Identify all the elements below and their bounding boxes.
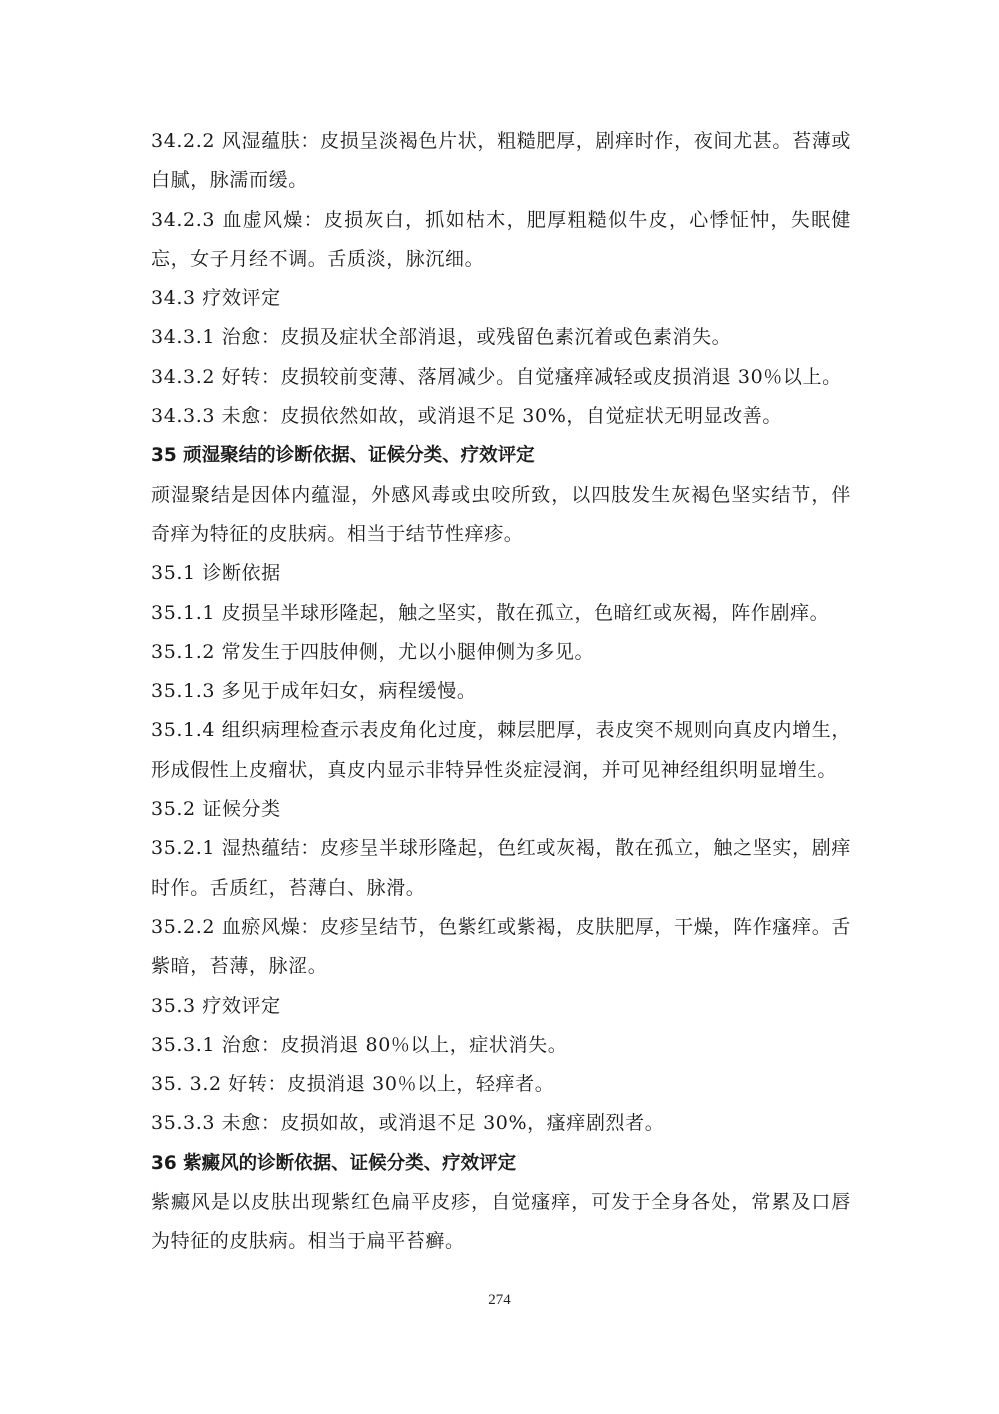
section-heading: 35 顽湿聚结的诊断依据、证候分类、疗效评定	[151, 445, 535, 467]
text-line: 34.3.3 未愈：皮损依然如故，或消退不足 30%，自觉症状无明显改善。	[151, 405, 782, 428]
text-line: 35.3.1 治愈：皮损消退 80％以上，症状消失。	[151, 1033, 568, 1056]
section-heading: 36 紫癜风的诊断依据、证候分类、疗效评定	[151, 1152, 517, 1174]
page-number: 274	[488, 1292, 511, 1308]
text-line: 34.3.2 好转：皮损较前变薄、落屑减少。自觉瘙痒减轻或皮损消退 30％以上。	[151, 365, 842, 388]
body-paragraph: 35.2.1 湿热蕴结：皮疹呈半球形隆起，色红或灰褐，散在孤立，触之坚实，剧痒时作。舌质红，苔薄白、脉滑。	[151, 837, 851, 899]
text-line: 34.3.1 治愈：皮损及症状全部消退，或残留色素沉着或色素消失。	[151, 326, 732, 349]
text-line: 35.3.3 未愈：皮损如故，或消退不足 30%，瘙痒剧烈者。	[151, 1112, 665, 1135]
page-body	[151, 122, 851, 1262]
body-paragraph: 34.2.3 血虚风燥：皮损灰白，抓如枯木，肥厚粗糙似牛皮，心悸怔忡，失眠健忘，女子月经不调。舌质淡，脉沉细。	[151, 208, 851, 270]
text-line: 35.1.2 常发生于四肢伸侧，尤以小腿伸侧为多见。	[151, 640, 595, 663]
text-line: 35.2 证候分类	[151, 798, 281, 821]
text-line: 35.3 疗效评定	[151, 994, 281, 1017]
text-line: 35.1 诊断依据	[151, 562, 281, 585]
text-line: 34.3 疗效评定	[151, 287, 281, 310]
body-paragraph: 35.1.4 组织病理检查示表皮角化过度，棘层肥厚，表皮突不规则向真皮内增生，形成假性上皮瘤状，真皮内显示非特异性炎症浸润，并可见神经组织明显增生。	[151, 719, 851, 781]
text-line: 35.1.3 多见于成年妇女，病程缓慢。	[151, 680, 477, 703]
text-line: 35.1.1 皮损呈半球形隆起，触之坚实，散在孤立，色暗红或灰褐，阵作剧痒。	[151, 601, 830, 624]
body-paragraph: 顽湿聚结是因体内蕴湿，外感风毒或虫咬所致，以四肢发生灰褐色坚实结节，伴奇痒为特征的皮肤病。相当于结节性痒疹。	[151, 483, 851, 545]
body-paragraph: 34.2.2 风湿蕴肤：皮损呈淡褐色片状，粗糙肥厚，剧痒时作，夜间尤甚。苔薄或白腻，脉濡而缓。	[151, 130, 851, 192]
text-line: 35. 3.2 好转：皮损消退 30％以上，轻痒者。	[151, 1073, 555, 1096]
body-paragraph: 35.2.2 血瘀风燥：皮疹呈结节，色紫红或紫褐，皮肤肥厚，干燥，阵作瘙痒。舌紫暗，苔薄，脉涩。	[151, 915, 851, 978]
body-paragraph: 紫癜风是以皮肤出现紫红色扁平皮疹，自觉瘙痒，可发于全身各处，常累及口唇为特征的皮肤病。相当于扁平苔癣。	[151, 1191, 851, 1253]
